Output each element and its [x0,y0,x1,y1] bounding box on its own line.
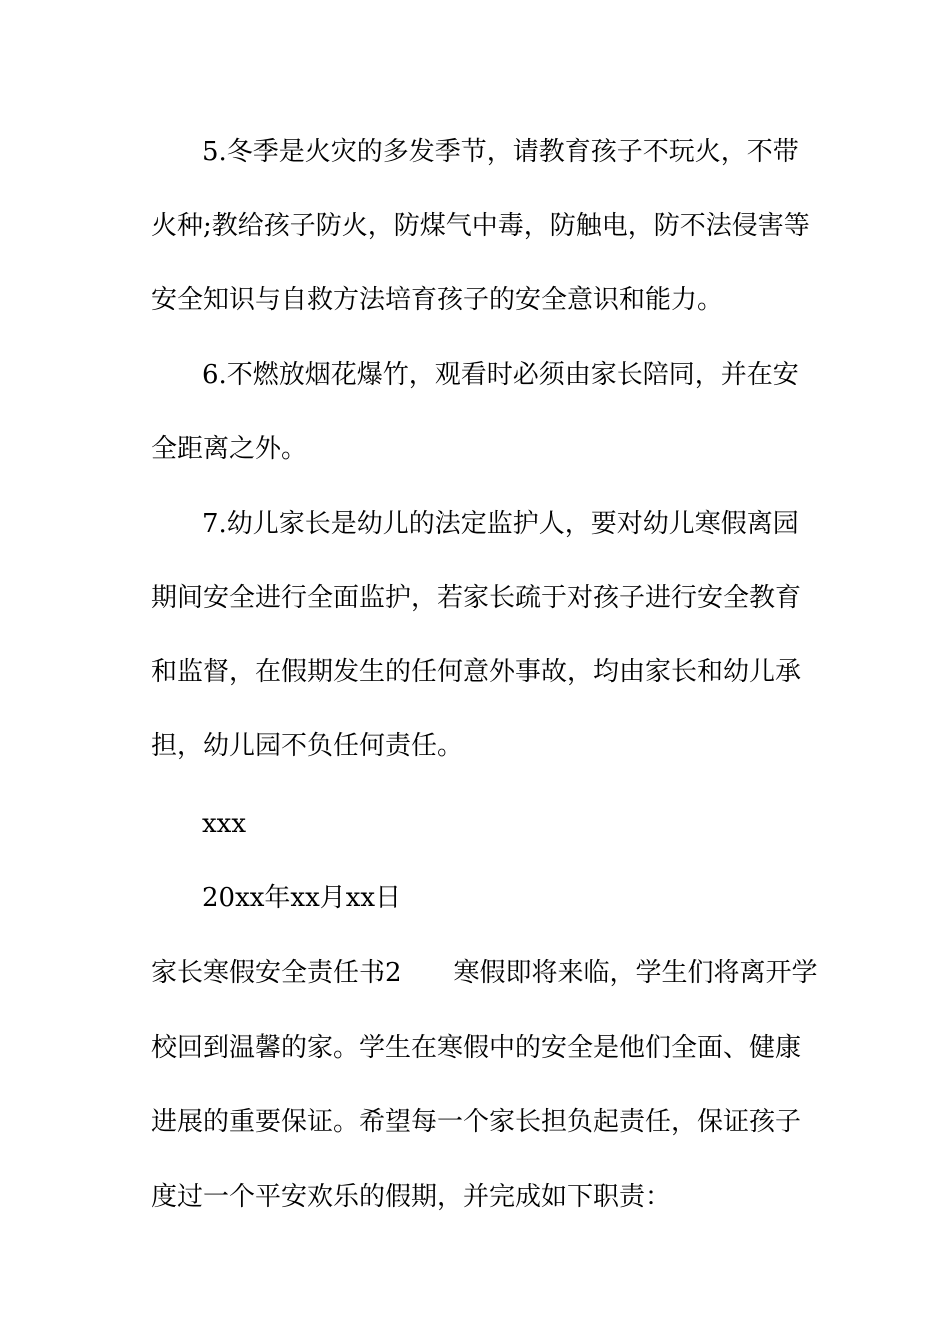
paragraph-6-line-2: 全距离之外。 [151,434,308,464]
section-2-line-3: 进展的重要保证。希望每一个家长担负起责任，保证孩子 [151,1107,802,1137]
paragraph-5-line-3: 安全知识与自救方法培育孩子的安全意识和能力。 [151,285,724,315]
paragraph-7-line-2: 期间安全进行全面监护，若家长疏于对孩子进行安全教育 [151,583,802,613]
section-2-line-4: 度过一个平安欢乐的假期，并完成如下职责： [151,1182,672,1212]
paragraph-7-line-1: 7.幼儿家长是幼儿的法定监护人，要对幼儿寒假离园 [202,509,799,539]
paragraph-7-line-3: 和监督，在假期发生的任何意外事故，均由家长和幼儿承 [151,657,802,687]
section-2-line-2: 校回到温馨的家。学生在寒假中的安全是他们全面、健康 [151,1033,802,1063]
paragraph-5-line-1: 5.冬季是火灾的多发季节，请教育孩子不玩火，不带 [202,137,799,167]
signature-name: xxx [202,809,246,839]
paragraph-5-line-2: 火种;教给孩子防火，防煤气中毒，防触电，防不法侵害等 [151,211,810,241]
paragraph-7-line-4: 担，幼儿园不负任何责任。 [151,731,464,761]
paragraph-6-line-1: 6.不燃放烟花爆竹，观看时必须由家长陪同，并在安 [202,360,799,390]
section-2-line-1: 家长寒假安全责任书2 寒假即将来临，学生们将离开学 [151,958,818,988]
signature-date: 20xx年xx月xx日 [202,883,402,913]
